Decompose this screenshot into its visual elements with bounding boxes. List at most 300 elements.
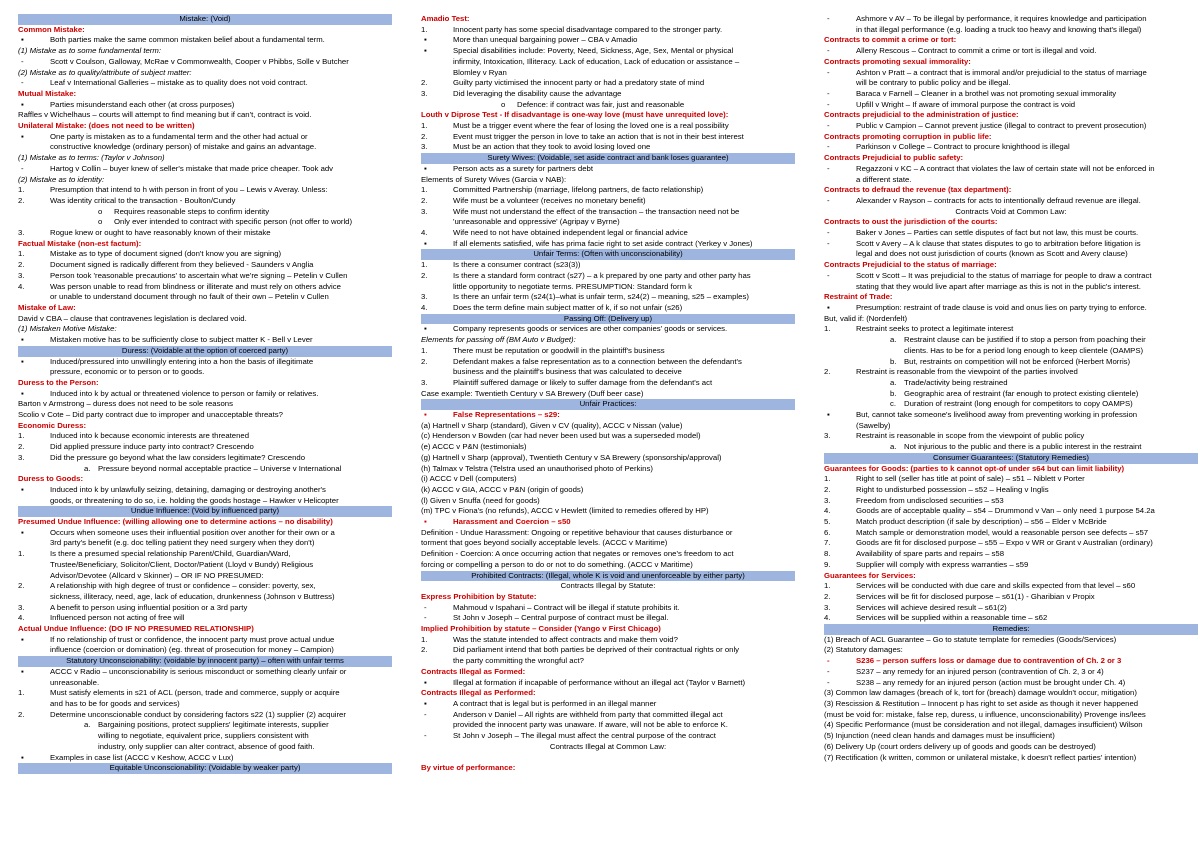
continuation-line (18, 742, 392, 753)
line-text: Scott v Coulson, Galloway, McRae v Commonwealth, Cooper v Phibbs, Solle v Butcher (50, 56, 349, 66)
numbered-item (421, 25, 795, 36)
note-line (421, 175, 795, 186)
line-text: (1) Mistake as to terms: (Taylor v Johnson) (18, 153, 165, 163)
line-text: Mistaken motive has to be sufficiently close to subject matter K - Bell v Lever (50, 335, 313, 345)
line-text: More than unequal bargaining power – CBA v Amadio (453, 35, 638, 45)
line-text: Contracts prejudicial to the administration of justice: (824, 110, 1019, 120)
italic-heading (18, 46, 392, 57)
item-number: 2. (421, 131, 428, 141)
line-text: (h) Talmax v Telstra (Telstra used an unauthorised photo of Perkins) (421, 463, 653, 473)
line-text: Does the term define main subject matter of k, if so not unfair (s26) (453, 302, 683, 312)
item-number: 3. (18, 228, 25, 238)
case-item (824, 164, 1198, 175)
line-text: Person took 'reasonable precautions' to ascertain what we're signing – Petelin v Cullen (50, 270, 348, 280)
item-number: a. (890, 335, 897, 345)
centered-heading (421, 581, 795, 592)
case-item (421, 603, 795, 614)
numbered-item (421, 357, 795, 368)
subheading (421, 763, 795, 774)
item-number: 2. (421, 78, 428, 88)
note-line (18, 410, 392, 421)
numbered-item (824, 496, 1198, 507)
line-text: Services will be supplied within a reasonable time – s62 (856, 613, 1048, 623)
italic-heading (18, 324, 392, 335)
item-number: 4. (824, 506, 831, 516)
line-text: Must be a trigger event where the fear of losing the loved one is a real possibility (453, 121, 729, 131)
line-text: Is there a presumed special relationship Parent/Child, Guardian/Ward, (50, 549, 291, 559)
line-text: False Representations – s29: (453, 410, 560, 420)
case-item (824, 121, 1198, 132)
item-number: a. (84, 463, 91, 473)
line-text: Unfair Practices: (579, 399, 637, 409)
section-heading-band (421, 153, 795, 164)
item-number: 1. (18, 549, 25, 559)
numbered-item (18, 581, 392, 592)
line-text: a different state. (856, 174, 912, 184)
item-number: 1. (824, 324, 831, 334)
line-text: (k) ACCC v GIA, ACCC v P&N (origin of goods) (421, 484, 584, 494)
numbered-item (824, 581, 1198, 592)
line-text: Common Mistake: (18, 24, 85, 34)
line-text: Freedom from undisclosed securities – s53 (856, 495, 1004, 505)
continuation-line (421, 367, 795, 378)
item-number: a. (890, 377, 897, 387)
line-text: (m) TPC v Fiona's (no refunds), ACCC v Hewlett (limited to remedies offered by HP) (421, 506, 709, 516)
line-text: Regazzoni v KC – A contract that violates the law of certain state will not be enforced in (856, 163, 1155, 173)
line-text: Induced/pressured into unwillingly entering into a hon the basis of illegitimate (50, 356, 314, 366)
line-text: There must be reputation or goodwill in the plaintiff's business (453, 345, 665, 355)
numbered-item (421, 142, 795, 153)
continuation-line (18, 496, 392, 507)
line-text: Person acts as a surety for partners debt (453, 163, 593, 173)
line-text: little opportunity to negotiate terms. PRESUMPTION: Standard form k (453, 281, 693, 291)
continuation-line (18, 367, 392, 378)
section-heading-band (18, 506, 392, 517)
line-text: (4) Specific Performance (must be consideration and not illegal, damages insufficient) Wilson (824, 720, 1143, 730)
bullet-item (824, 303, 1198, 314)
line-text: Parkinson v College – Contract to procure knighthood is illegal (856, 142, 1070, 152)
numbered-item (421, 645, 795, 656)
case-item (421, 613, 795, 624)
line-text: (3) Rescission & Restitution – Innocent p has right to set aside as though it never happened (824, 699, 1139, 708)
item-number: 2. (824, 367, 831, 377)
continuation-line (18, 699, 392, 710)
lettered-item (824, 389, 1198, 400)
line-text: Presumption: restraint of trade clause is void and onus lies on party trying to enforce. (856, 302, 1147, 312)
line-text: ACCC v Radio – unconscionability is serious misconduct or something clearly unfair or (50, 666, 347, 676)
continuation-line (824, 25, 1198, 36)
item-number: 1. (421, 24, 428, 34)
line-text: Contracts to defraud the revenue (tax department): (824, 185, 1012, 195)
subheading (824, 292, 1198, 303)
line-text: Induced into k by actual or threatened violence to person or family or relatives. (50, 388, 319, 398)
line-text: Both parties make the same common mistaken belief about a fundamental term. (50, 35, 325, 45)
item-number: 2. (421, 195, 428, 205)
sub-bullet-item (421, 100, 795, 111)
note-line (824, 688, 1198, 699)
note-line (421, 453, 795, 464)
line-text: Case example: Twentieth Century v SA Brewery (Duff beer case) (421, 388, 644, 398)
subheading (824, 35, 1198, 46)
item-number: 1. (824, 581, 831, 591)
numbered-item (824, 528, 1198, 539)
lettered-item (824, 442, 1198, 453)
case-item (824, 228, 1198, 239)
lettered-item (824, 357, 1198, 368)
case-item (824, 68, 1198, 79)
line-text: Mahmoud v Ispahani – Contract will be illegal if statute prohibits it. (453, 602, 680, 612)
line-text: 'unreasonable and oppressive' (Agripay v Byrne) (453, 217, 620, 227)
note-line (824, 645, 1198, 656)
section-heading-band (421, 249, 795, 260)
line-text: Factual Mistake (non-est factum): (18, 238, 142, 248)
item-number: 3. (18, 452, 25, 462)
lettered-item (18, 720, 392, 731)
line-text: A relationship with high degree of trust or confidence – consider: poverty, sex, (50, 581, 316, 591)
line-text: Duress: (Voidable at the option of coerced party) (121, 345, 289, 355)
line-text: Must be an action that they took to avoid losing loved one (453, 142, 651, 152)
bullet-item (18, 389, 392, 400)
subheading (421, 592, 795, 603)
line-text: Leaf v International Galleries – mistake as to quality does not void contract. (50, 78, 308, 88)
subheading (824, 571, 1198, 582)
item-number: 4. (824, 613, 831, 623)
item-number: 2. (421, 356, 428, 366)
line-text: But, valid if: (Nordenfelt) (824, 313, 908, 323)
bullet-subheading (421, 410, 795, 421)
numbered-item (421, 207, 795, 218)
line-text: Baraca v Farnell – Cleaner in a brothel was not promoting sexual immorality (856, 88, 1117, 98)
line-text: One party is mistaken as to a fundamental term and the other had actual or (50, 131, 308, 141)
subheading (18, 303, 392, 314)
line-text: legal and does not oust jurisdiction of courts (known as Scott and Avery clause) (856, 249, 1128, 259)
subheading (18, 624, 392, 635)
line-text: Match product description (if sale by description) – s56 – Elder v McBride (856, 517, 1107, 527)
numbered-item (824, 517, 1198, 528)
case-item (824, 14, 1198, 25)
line-text: Elements for passing off (BM Auto v Budget): (421, 335, 576, 345)
item-number: b. (890, 388, 897, 398)
continuation-line (824, 78, 1198, 89)
line-text: Consumer Guarantees: (Statutory Remedies) (933, 452, 1089, 462)
continuation-line (421, 656, 795, 667)
numbered-item (824, 324, 1198, 335)
item-number: 3. (824, 495, 831, 505)
line-text: 3rd party's benefit (e.g. doc telling patient they need surgery when they don't) (50, 538, 315, 548)
line-text: willing to negotiate, equivalent price, suppliers consistent with (98, 731, 309, 741)
continuation-line (18, 538, 392, 549)
subheading (18, 239, 392, 250)
line-text: Barton v Armstrong – duress does not need to be sole reasons (18, 399, 233, 409)
case-item (824, 89, 1198, 100)
line-text: Unilateral Mistake: (does not need to be written) (18, 121, 195, 131)
numbered-item (824, 538, 1198, 549)
note-line (18, 399, 392, 410)
item-number: 3. (421, 88, 428, 98)
continuation-line (421, 720, 795, 731)
numbered-item (421, 185, 795, 196)
line-text: Unfair Terms: (Often with unconscionability) (533, 249, 683, 259)
bullet-item (18, 357, 392, 368)
line-text: St John v Joseph – The illegal must affect the central purpose of the contract (453, 731, 716, 741)
continuation-line (824, 346, 1198, 357)
continuation-line (421, 57, 795, 68)
note-line (421, 442, 795, 453)
section-heading-band (18, 763, 392, 774)
spacer (421, 753, 795, 764)
item-number: 4. (18, 613, 25, 623)
continuation-line (18, 645, 392, 656)
line-text: (a) Hartnell v Sharp (standard), Given v CV (quality), ACCC v Nissan (value) (421, 420, 683, 430)
line-text: Trustee/Beneficiary, Solicitor/Client, Doctor/Patient (Lloyd v Bundy) Religious (50, 559, 314, 569)
case-item (824, 46, 1198, 57)
numbered-item (421, 260, 795, 271)
line-text: in that illegal performance (e.g. loading a truck too heavy and knowing that's illegal) (856, 24, 1142, 34)
bullet-item (18, 335, 392, 346)
item-number: 1. (18, 688, 25, 698)
line-text: and has to be for goods and services) (50, 699, 180, 708)
item-number: 4. (421, 302, 428, 312)
line-text: Innocent party has some special disadvantage compared to the stronger party. (453, 24, 723, 34)
line-text: Actual Undue Influence: (DO IF NO PRESUMED RELATIONSHIP) (18, 624, 254, 634)
subheading (421, 624, 795, 635)
numbered-item (18, 442, 392, 453)
line-text: Upfill v Wright – If aware of immoral purpose the contract is void (856, 99, 1076, 109)
numbered-item (824, 367, 1198, 378)
numbered-item (421, 346, 795, 357)
bullet-item (421, 678, 795, 689)
section-heading-band (421, 314, 795, 325)
numbered-item (18, 431, 392, 442)
line-text: Bargaining positions, protect suppliers' legitimate interests, supplier (98, 720, 329, 730)
line-text: Company represents goods or services are other companies' goods or services. (453, 324, 728, 334)
bullet-item (18, 485, 392, 496)
line-text: Contracts Illegal as Formed: (421, 666, 526, 676)
line-text: By virtue of performance: (421, 763, 516, 773)
note-line (421, 485, 795, 496)
notes-column-right (824, 14, 1198, 844)
line-text: Surety Wives: (Voidable, set aside contract and bank loses guarantee) (487, 153, 729, 163)
numbered-item (824, 506, 1198, 517)
bullet-item (18, 667, 392, 678)
line-text: Duration of restraint (long enough for competitors to copy OAMPS) (904, 399, 1133, 409)
subheading (824, 464, 1198, 475)
item-number: 1. (421, 345, 428, 355)
section-heading-band (18, 656, 392, 667)
note-line (824, 699, 1198, 710)
line-text: (1) Mistake as to some fundamental term: (18, 46, 162, 56)
line-text: the party committing the wrongful act? (453, 656, 584, 666)
line-text: Pressure beyond normal acceptable practice – Universe v International (98, 463, 342, 473)
line-text: Right to undisturbed possession – s52 – Healing v Inglis (856, 484, 1049, 494)
lettered-item (18, 464, 392, 475)
item-number: 4. (18, 281, 25, 291)
line-text: Plaintiff suffered damage or likely to suffer damage from the defendant's act (453, 377, 713, 387)
item-number: 1. (421, 121, 428, 131)
line-text: Trade/activity being restrained (904, 377, 1008, 387)
line-text: If no relationship of trust or confidence, the innocent party must prove actual undue (50, 634, 335, 644)
section-heading-band (18, 346, 392, 357)
line-text: But, cannot take someone's livelihood away from preventing working in profession (856, 410, 1138, 420)
line-text: Mistake: (Void) (179, 14, 231, 23)
line-text: Event must trigger the person in love to take an action that is not in their best interest (453, 131, 744, 141)
line-text: But, restraints on competition will not be enforced (Herbert Morris) (904, 356, 1131, 366)
subheading (824, 132, 1198, 143)
line-text: Mutual Mistake: (18, 88, 77, 98)
line-text: Did parliament intend that both parties be deprived of their contractual rights or only (453, 645, 740, 655)
line-text: Geographic area of restraint (far enough to protect existing clientele) (904, 388, 1139, 398)
numbered-item (18, 549, 392, 560)
line-text: Services will be fit for disclosed purpose – s61(1) - Gharibian v Propix (856, 591, 1095, 601)
note-line (824, 753, 1198, 764)
item-number: 3. (18, 270, 25, 280)
line-text: Wife need to not have obtained independent legal or financial advice (453, 228, 688, 238)
sub-bullet-item (18, 217, 392, 228)
case-item (18, 164, 392, 175)
note-line (824, 710, 1198, 721)
note-line (421, 538, 795, 549)
line-text: Amadio Test: (421, 14, 470, 23)
bullet-item (18, 528, 392, 539)
subheading (824, 185, 1198, 196)
line-text: Blomley v Ryan (453, 67, 507, 77)
line-text: Undue Influence: (Void by influenced party) (130, 506, 280, 516)
subheading (421, 110, 795, 121)
section-heading-band (421, 571, 795, 582)
subheading (421, 14, 795, 25)
item-number: 1. (824, 474, 831, 484)
item-number: 3. (18, 602, 25, 612)
line-text: Requires reasonable steps to confirm identity (114, 206, 270, 216)
item-number: 2. (824, 484, 831, 494)
note-line (421, 464, 795, 475)
line-text: Advisor/Devotee (Allcard v Skinner) – OR IF NO PRESUMED: (50, 570, 264, 580)
line-text: Supplier will comply with express warranties – s59 (856, 559, 1029, 569)
note-line (824, 635, 1198, 646)
numbered-item (824, 603, 1198, 614)
line-text: Examples in case list (ACCC v Keshow, ACCC v Lux) (50, 752, 234, 762)
continuation-line (18, 571, 392, 582)
case-item (824, 100, 1198, 111)
line-text: S238 – any remedy for an injured person (action must be brought under Ch. 4) (856, 677, 1126, 687)
numbered-item (18, 453, 392, 464)
note-line (421, 506, 795, 517)
italic-heading (421, 335, 795, 346)
line-text: Right to sell (seller has title at point of sale) – s51 – Niblett v Porter (856, 474, 1085, 484)
line-text: (e) ACCC v P&N (testimonials) (421, 442, 527, 452)
bullet-item (18, 753, 392, 764)
continuation-line (18, 592, 392, 603)
line-text: Elements of Surety Wives (Garcia v NAB): (421, 174, 567, 184)
line-text: provided the innocent party was unaware. If aware, will not be able to enforce K. (453, 720, 728, 730)
line-text: Baker v Jones – Parties can settle disputes of fact but not law, this must be courts. (856, 228, 1139, 238)
bullet-item (18, 100, 392, 111)
line-text: Restraint is reasonable in scope from the viewpoint of public policy (856, 431, 1085, 441)
line-text: Must satisfy elements in s21 of ACL (person, trade and commerce, supply or acquire (50, 688, 340, 698)
line-text: or unable to understand document through no fault of their own – Petelin v Cullen (50, 292, 329, 302)
numbered-item (18, 282, 392, 293)
line-text: Scott v Scott – It was prejudicial to the status of marriage for people to draw a contract (856, 270, 1152, 280)
item-number: 2. (18, 260, 25, 270)
lettered-item (824, 378, 1198, 389)
case-item (824, 656, 1198, 667)
note-line (824, 720, 1198, 731)
numbered-item (18, 688, 392, 699)
note-line (421, 431, 795, 442)
line-text: (2) Statutory damages: (824, 645, 903, 655)
line-text: Services will achieve desired result – s61(2) (856, 602, 1007, 612)
continuation-line (18, 292, 392, 303)
line-text: (l) Given v Snuffa (need for goods) (421, 495, 540, 505)
line-text: David v CBA – clause that contravenes legislation is declared void. (18, 313, 247, 323)
line-text: Occurs when someone uses their influential position over another for their own or a (50, 527, 335, 537)
numbered-item (824, 613, 1198, 624)
line-text: Contracts Illegal by Statute: (560, 581, 656, 591)
numbered-item (421, 303, 795, 314)
continuation-line (824, 282, 1198, 293)
line-text: Alexander v Rayson – contracts for acts to intentionally defraud revenue are illegal. (856, 195, 1141, 205)
item-number: 1. (421, 634, 428, 644)
item-number: 1. (421, 260, 428, 270)
case-item (824, 678, 1198, 689)
case-item (18, 78, 392, 89)
line-text: Is there a consumer contract (s23(3)) (453, 260, 581, 270)
continuation-line (421, 282, 795, 293)
line-text: Rogue knew or ought to have reasonably known of their mistake (50, 228, 271, 238)
line-text: (3) Common law damages (breach of k, tort for (breach) damage wouldn't occur, mitigation) (824, 688, 1137, 698)
line-text: Contracts to oust the jurisdiction of the courts: (824, 217, 998, 227)
section-heading-band (824, 453, 1198, 464)
line-text: Did leveraging the disability cause the advantage (453, 88, 622, 98)
numbered-item (18, 228, 392, 239)
line-text: pressure, economic or to person or to goods. (50, 367, 205, 377)
line-text: (1) Mistaken Motive Mistake: (18, 324, 117, 334)
numbered-item (421, 132, 795, 143)
line-text: Not injurious to the public and there is a public interest in the restraint (904, 442, 1142, 452)
bullet-item (421, 164, 795, 175)
subheading (421, 667, 795, 678)
lettered-item (824, 399, 1198, 410)
case-item (824, 667, 1198, 678)
case-item (421, 710, 795, 721)
subheading (824, 153, 1198, 164)
line-text: Guilty party victimised the innocent party or had a predatory state of mind (453, 78, 705, 88)
line-text: Was the statute intended to affect contracts and make them void? (453, 634, 678, 644)
line-text: Duress to Goods: (18, 474, 84, 484)
line-text: unreasonable. (50, 677, 100, 687)
line-text: St John v Joseph – Central purpose of contract must be illegal. (453, 613, 669, 623)
line-text: Goods are fit for disclosed purpose – s55 – Expo v WR or Grant v Australian (ordinary) (856, 538, 1153, 548)
line-text: Passing Off: (Delivery up) (563, 313, 653, 323)
item-number: 3. (824, 602, 831, 612)
line-text: Restraint is reasonable from the viewpoint of the parties involved (856, 367, 1078, 377)
bullet-item (18, 635, 392, 646)
numbered-item (18, 260, 392, 271)
item-number: 7. (824, 538, 831, 548)
line-text: Contracts Illegal as Performed: (421, 688, 536, 698)
line-text: Louth v Diprose Test - If disadvantage is one-way love (must have unrequited love): (421, 110, 729, 120)
italic-heading (18, 153, 392, 164)
numbered-item (421, 196, 795, 207)
bullet-subheading (421, 517, 795, 528)
bullet-item (421, 46, 795, 57)
line-text: Mistake as to type of document signed (don't know you are signing) (50, 249, 282, 259)
line-text: influence (coercion or domination) (eg. threat of prosecution for money – Campion) (50, 645, 334, 655)
bullet-item (421, 699, 795, 710)
sub-bullet-item (18, 207, 392, 218)
subheading (18, 517, 392, 528)
numbered-item (18, 710, 392, 721)
